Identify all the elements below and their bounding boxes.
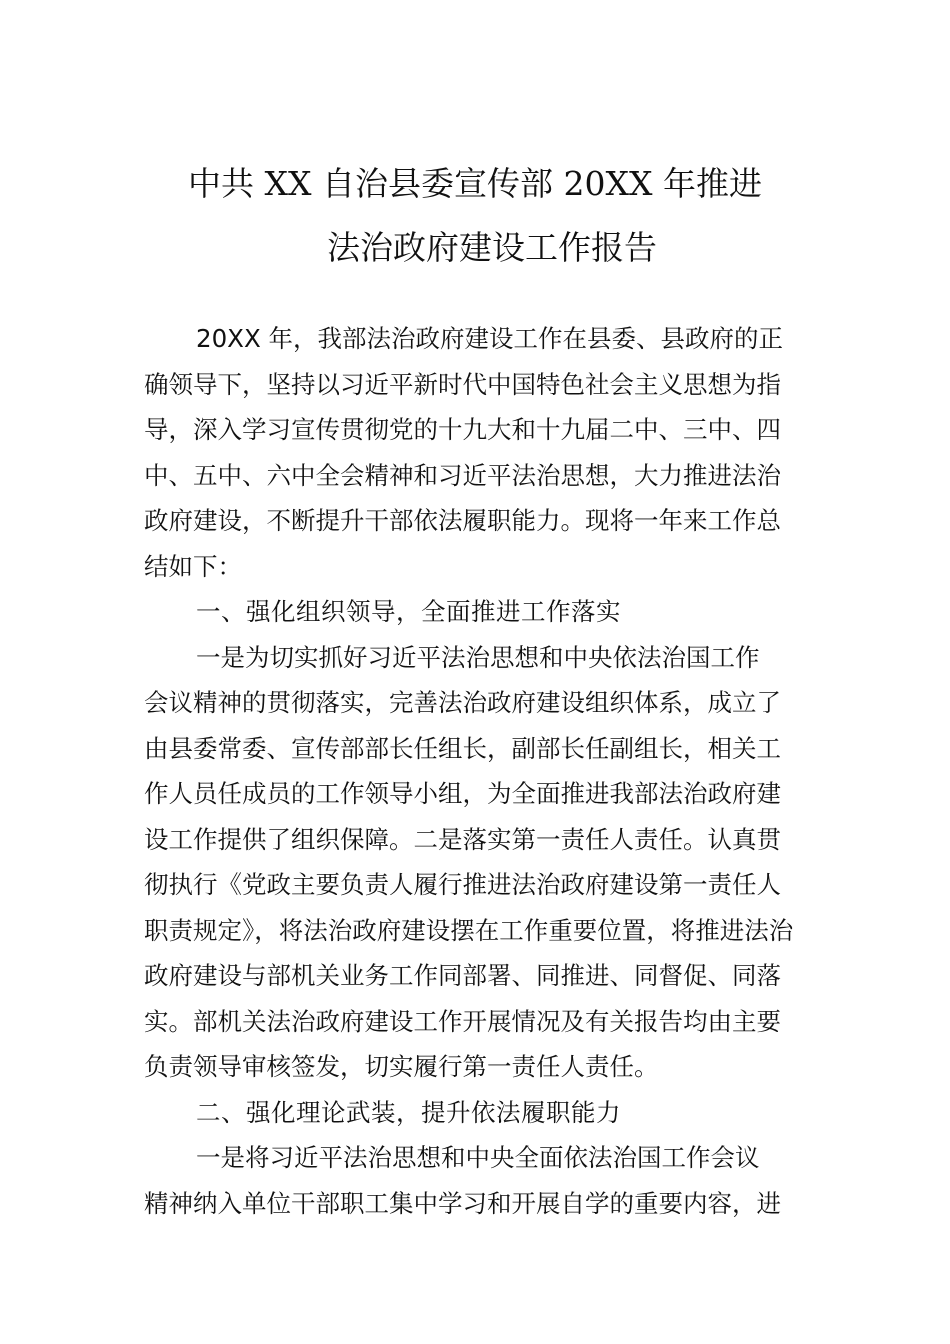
section-heading-2: 二、强化理论武装，提升依法履职能力 xyxy=(196,1097,621,1127)
body-line: 设工作提供了组织保障。二是落实第一责任人责任。认真贯 xyxy=(144,824,781,854)
body-line: 一是将习近平法治思想和中央全面依法治国工作会议 xyxy=(196,1143,760,1172)
body-line: 中、五中、六中全会精神和习近平法治思想，大力推进法治 xyxy=(144,460,781,490)
body-line: 一是为切实抓好习近平法治思想和中央依法治国工作 xyxy=(196,642,760,672)
section-heading-1: 一、强化组织领导，全面推进工作落实 xyxy=(196,597,621,626)
body-line: 由县委常委、宣传部部长任组长，副部长任副组长，相关工 xyxy=(144,733,781,763)
document-title-line-2: 法治政府建设工作报告 xyxy=(327,228,657,267)
body-line: 确领导下，坚持以习近平新时代中国特色社会主义思想为指 xyxy=(144,369,781,399)
body-line: 职责规定》，将法治政府建设摆在工作重要位置，将推进法治 xyxy=(144,915,794,945)
body-line: 会议精神的贯彻落实，完善法治政府建设组织体系，成立了 xyxy=(144,688,781,717)
body-line: 政府建设与部机关业务工作同部署、同推进、同督促、同落 xyxy=(144,961,781,990)
body-line: 20XX 年，我部法治政府建设工作在县委、县政府的正 xyxy=(196,324,784,353)
document-title-line-1: 中共 XX 自治县委宣传部 20XX 年推进 xyxy=(188,164,762,203)
body-line: 导，深入学习宣传贯彻党的十九大和十九届二中、三中、四 xyxy=(144,415,781,444)
body-line: 彻执行《党政主要负责人履行推进法治政府建设第一责任人 xyxy=(144,870,781,899)
body-line: 政府建设，不断提升干部依法履职能力。现将一年来工作总 xyxy=(144,506,781,535)
body-line: 作人员任成员的工作领导小组，为全面推进我部法治政府建 xyxy=(144,779,781,808)
body-line: 精神纳入单位干部职工集中学习和开展自学的重要内容，进 xyxy=(144,1188,781,1218)
body-line: 实。部机关法治政府建设工作开展情况及有关报告均由主要 xyxy=(144,1006,781,1036)
document-body xyxy=(144,316,808,1226)
body-line: 结如下： xyxy=(144,551,242,581)
body-line: 负责领导审核签发，切实履行第一责任人责任。 xyxy=(144,1052,659,1081)
